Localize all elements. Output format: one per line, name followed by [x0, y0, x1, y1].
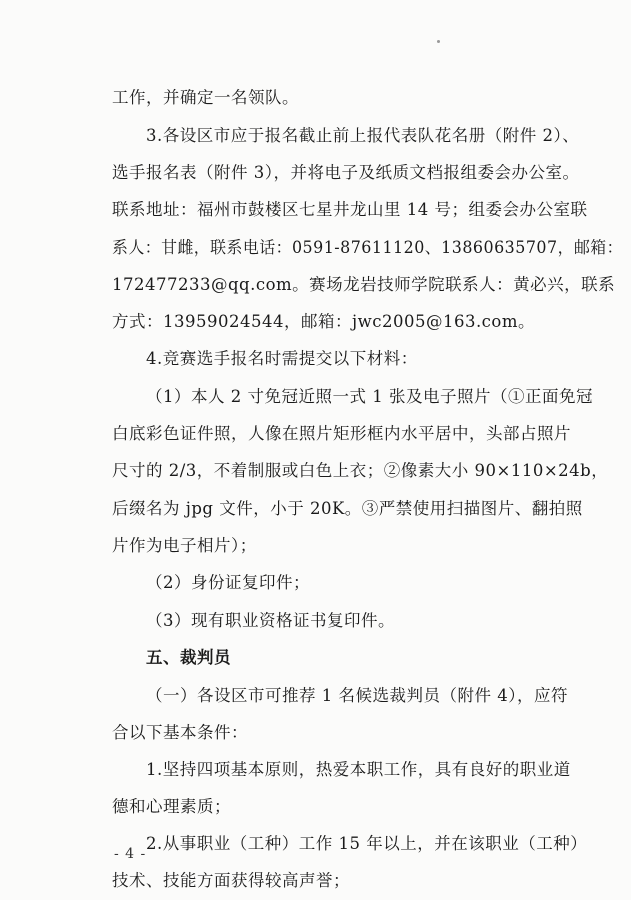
section-heading: 五、裁判员 — [146, 648, 231, 667]
body-line: 选手报名表（附件 3），并将电子及纸质文档报组委会办公室。 — [112, 163, 580, 182]
body-line: 后缀名为 jpg 文件，小于 20K。③严禁使用扫描图片、翻拍照 — [112, 499, 583, 518]
body-line: 172477233@qq.com。赛场龙岩技师学院联系人：黄必兴，联系 — [112, 275, 616, 294]
body-line: 片作为电子相片）； — [112, 536, 257, 555]
body-line: 1.坚持四项基本原则，热爱本职工作，具有良好的职业道 — [146, 760, 571, 779]
body-line: （2）身份证复印件； — [146, 573, 310, 592]
body-line: 系人：甘雌，联系电话：0591-87611120、13860635707，邮箱： — [112, 238, 624, 257]
body-line: 德和心理素质； — [112, 797, 231, 816]
body-line: （3）现有职业资格证书复印件。 — [146, 611, 395, 630]
body-line: 2.从事职业（工种）工作 15 年以上，并在该职业（工种） — [146, 834, 588, 853]
body-line: 白底彩色证件照，人像在照片矩形框内水平居中，头部占照片 — [112, 424, 571, 443]
scan-speck — [437, 40, 440, 43]
body-line: 联系地址：福州市鼓楼区七星井龙山里 14 号；组委会办公室联 — [112, 200, 588, 219]
body-line: 方式：13959024544，邮箱：jwc2005@163.com。 — [112, 312, 536, 331]
body-line: 尺寸的 2/3，不着制服或白色上衣；②像素大小 90×110×24b， — [112, 461, 609, 480]
body-line: 技术、技能方面获得较高声誉； — [112, 871, 350, 890]
body-line: 3.各设区市应于报名截止前上报代表队花名册（附件 2）、 — [146, 126, 580, 145]
body-line: 合以下基本条件： — [112, 723, 248, 742]
body-line: 工作，并确定一名领队。 — [112, 88, 299, 107]
body-line: （1）本人 2 寸免冠近照一式 1 张及电子照片（①正面免冠 — [146, 387, 593, 406]
body-line: （一）各设区市可推荐 1 名候选裁判员（附件 4），应符 — [146, 686, 568, 705]
body-line: 4.竞赛选手报名时需提交以下材料： — [146, 349, 418, 368]
page-number: - 4 - — [114, 846, 147, 862]
